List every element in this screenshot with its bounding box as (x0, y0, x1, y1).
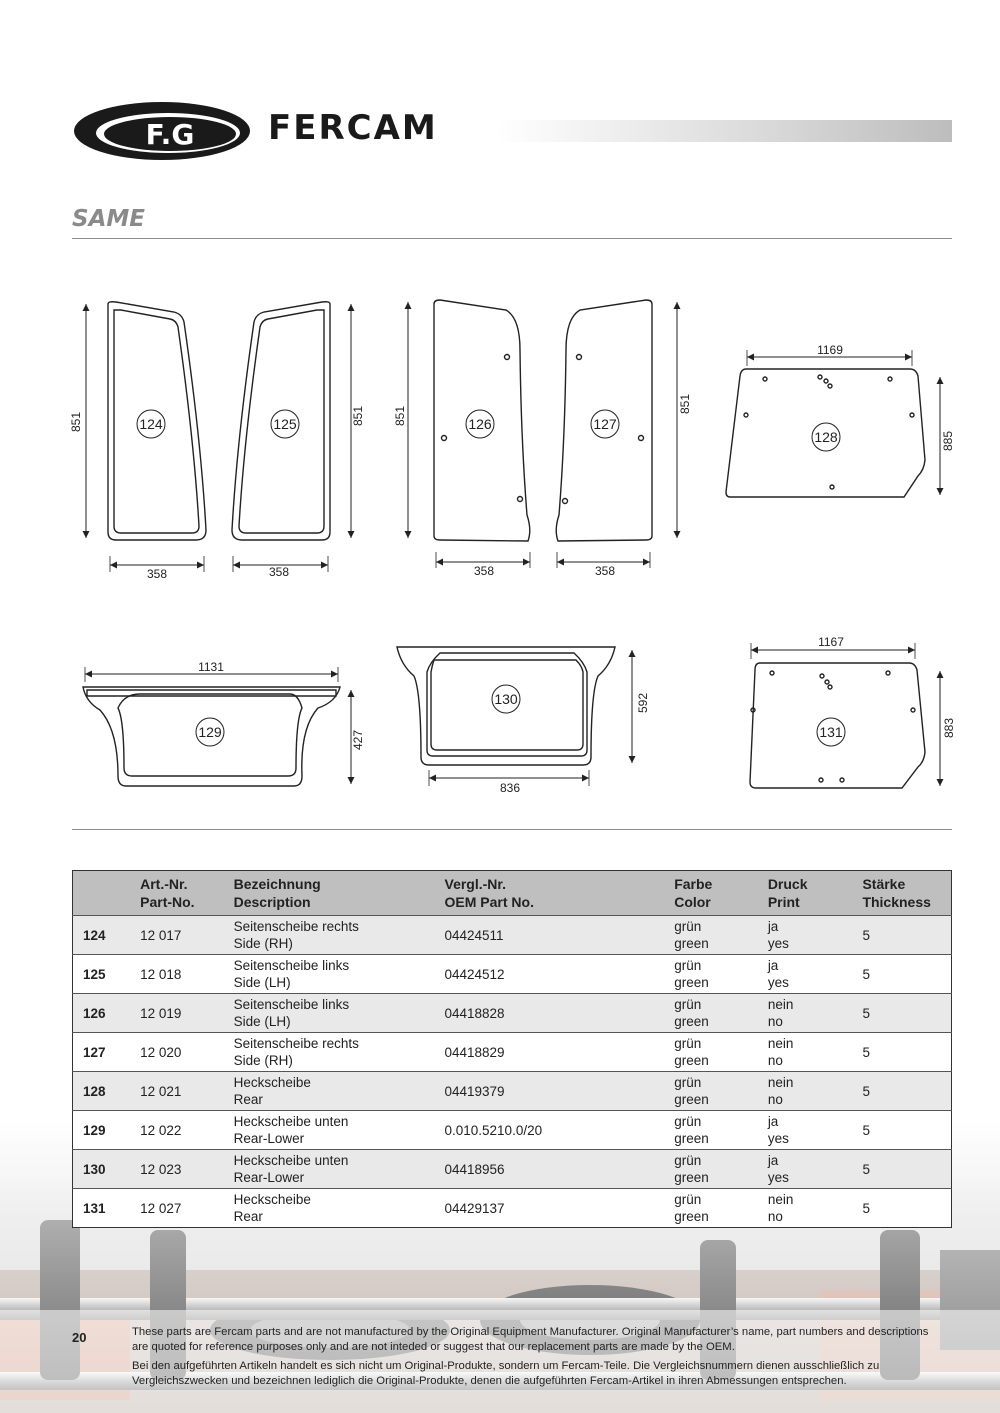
header-part-no: Art.-Nr. Part-No. (140, 871, 233, 916)
header-color: Farbe Color (674, 871, 768, 916)
logo-mark-text: F.G (145, 118, 195, 151)
brand-title: SAME (72, 206, 145, 232)
part-label-125: 125 (273, 416, 297, 432)
disclaimer-german: Bei den aufgeführten Artikeln handelt es sich nicht um Original-Produkte, sondern um Fercam-Teile. Die Vergleichsnummern dienen ausschließlich zu Vergleichszwecken und bezeichnen lediglich die Original-Produkte, denen die aufgeführten Fercam-Artikel in ihren Abmessungen entsprechen. (132, 1360, 880, 1387)
table-row: 124 12 017 Seitenscheibe rechts Side (RH) 04424511 grün green ja yes 5 (73, 916, 952, 955)
table-row: 131 12 027 Heckscheibe Rear 04429137 grün green nein no 5 (73, 1189, 952, 1228)
part-label-127: 127 (593, 416, 617, 432)
table-row: 126 12 019 Seitenscheibe links Side (LH) 04418828 grün green nein no 5 (73, 994, 952, 1033)
header-thickness: Stärke Thickness (862, 871, 951, 916)
parts-table (72, 870, 952, 1228)
table-header-row (73, 871, 952, 916)
dim-125-height: 851 (351, 405, 365, 427)
dim-127-width: 358 (594, 564, 616, 578)
dim-130-height: 592 (636, 692, 650, 714)
dim-128-height: 885 (941, 430, 955, 452)
disclaimer-english: These parts are Fercam parts and are not manufactured by the Original Equipment Manufacturer. Original Manufacturer’s name, part numbers and descriptions are quoted for reference purposes only and are not inteded or suggest that our replacement parts are made by the OEM. (132, 1326, 929, 1353)
dim-128-width: 1169 (817, 343, 843, 357)
table-row: 125 12 018 Seitenscheibe links Side (LH) 04424512 grün green ja yes 5 (73, 955, 952, 994)
part-label-130: 130 (494, 691, 518, 707)
header-print: Druck Print (768, 871, 863, 916)
page-number: 20 (72, 1330, 87, 1345)
dim-126-width: 358 (473, 564, 495, 578)
dim-124-width: 358 (146, 567, 168, 581)
dim-131-width: 1167 (818, 635, 844, 649)
dim-125-width: 358 (268, 565, 290, 579)
dim-131-height: 883 (942, 717, 956, 739)
part-label-128: 128 (814, 429, 838, 445)
part-label-124: 124 (139, 416, 163, 432)
dim-126-height: 851 (393, 405, 407, 427)
header-oem: Vergl.-Nr. OEM Part No. (445, 871, 675, 916)
header-description: Bezeichnung Description (234, 871, 445, 916)
logo-wordmark: FERCAM (268, 108, 438, 148)
table-row: 128 12 021 Heckscheibe Rear 04419379 grün green nein no 5 (73, 1072, 952, 1111)
dim-129-height: 427 (351, 729, 365, 751)
table-row: 127 12 020 Seitenscheibe rechts Side (RH) 04418829 grün green nein no 5 (73, 1033, 952, 1072)
dim-127-height: 851 (678, 393, 692, 415)
table-row: 130 12 023 Heckscheibe unten Rear-Lower 04418956 grün green ja yes 5 (73, 1150, 952, 1189)
table-row: 129 12 022 Heckscheibe unten Rear-Lower 0.010.5210.0/20 grün green ja yes 5 (73, 1111, 952, 1150)
part-label-126: 126 (468, 416, 492, 432)
part-label-131: 131 (819, 724, 843, 740)
header-no (73, 871, 141, 916)
divider-middle (72, 829, 952, 830)
dim-129-width: 1131 (198, 660, 224, 674)
dim-124-height: 851 (69, 411, 83, 433)
dim-130-width: 836 (499, 781, 521, 795)
part-label-129: 129 (198, 724, 222, 740)
